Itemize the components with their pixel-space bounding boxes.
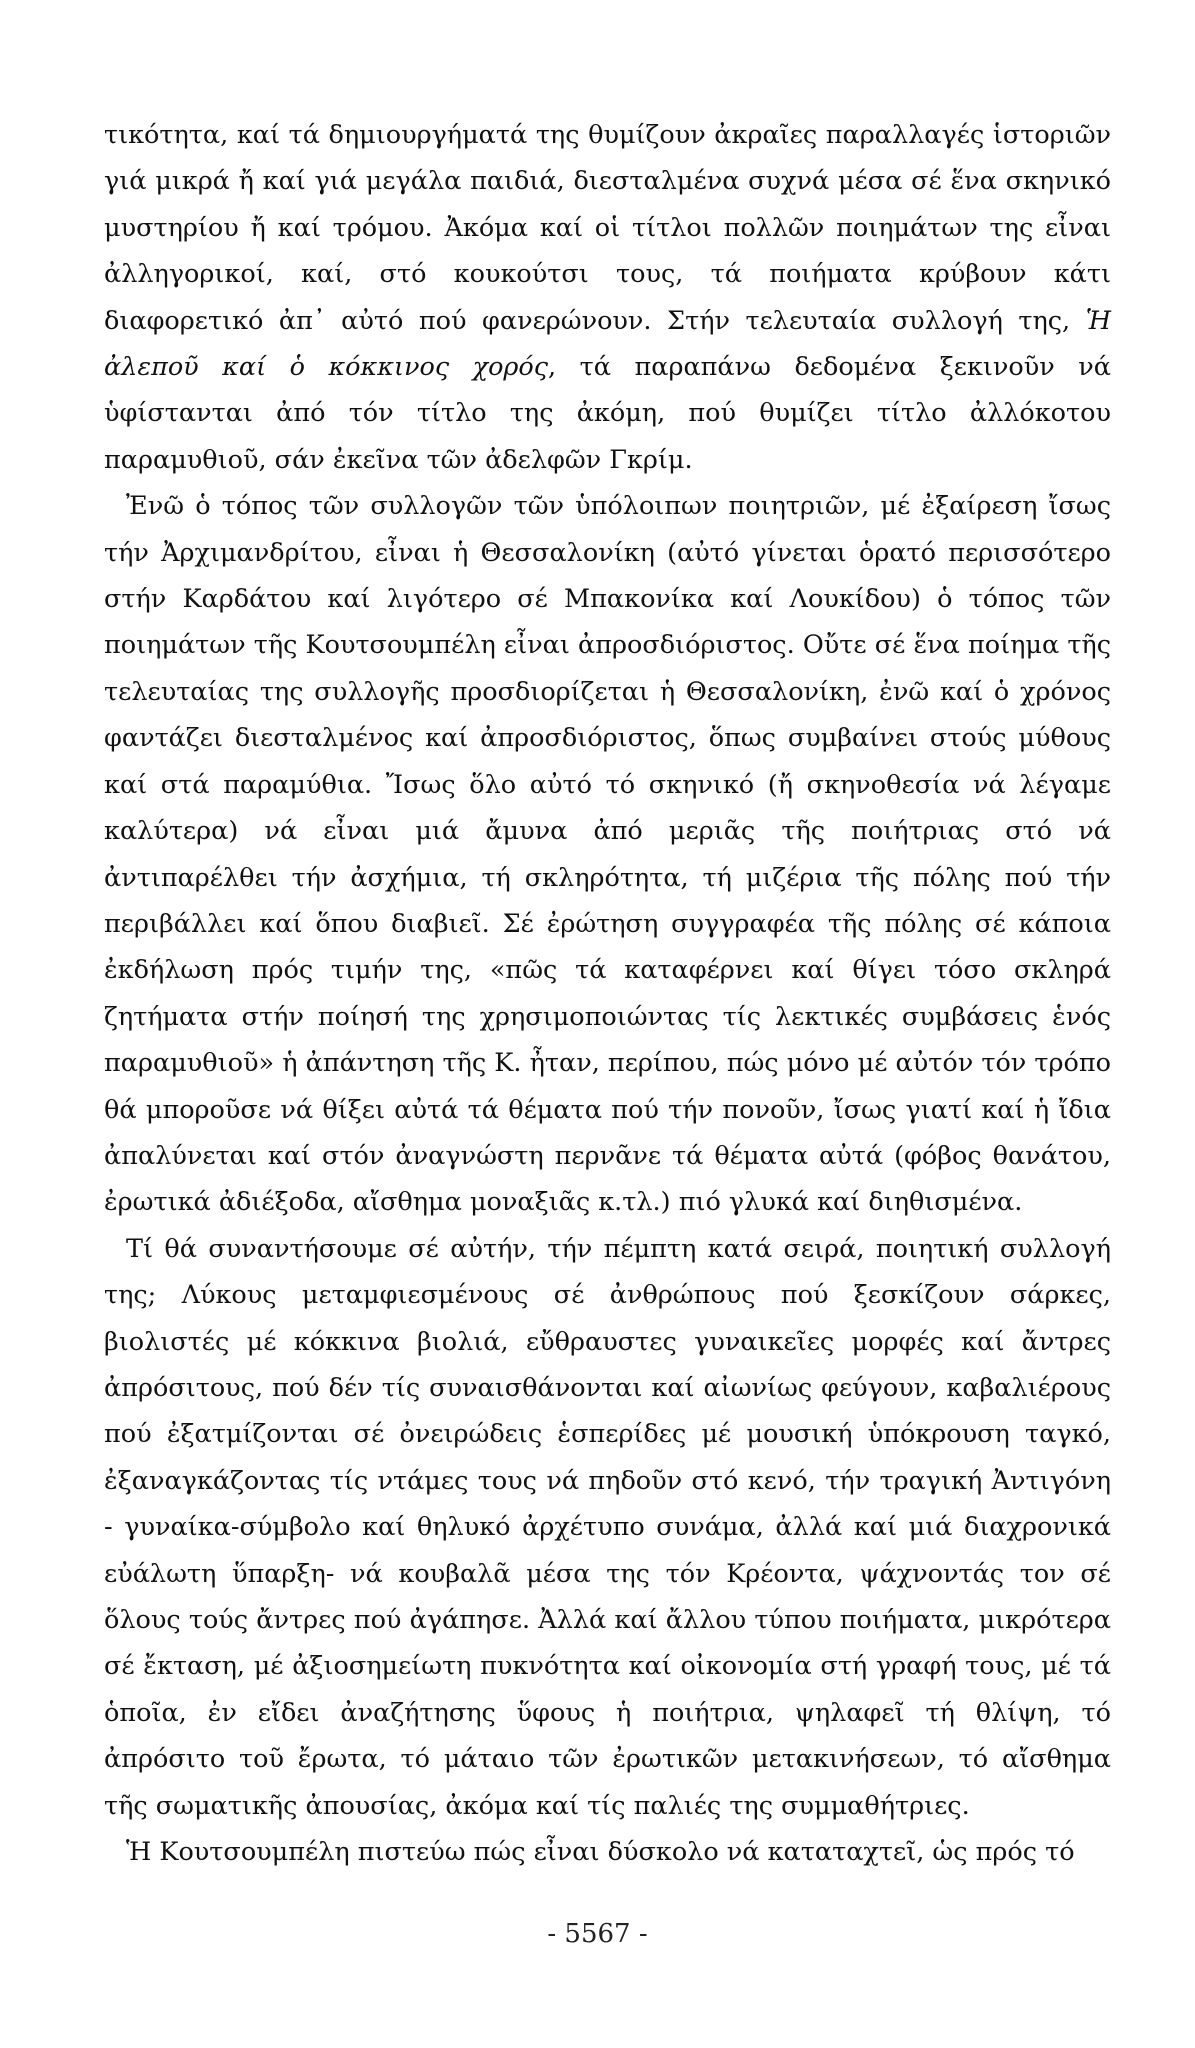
paragraph-4: Ἡ Κουτσουμπέλη πιστεύω πώς εἶναι δύσκολο νά καταταχτεῖ, ὡς πρός τό xyxy=(126,1837,1075,1868)
paragraph-1-text-after: , τά παραπάνω δεδομένα ξεκινοῦν νά ὑφίστανται ἀπό τόν τίτλο της ἀκόμη, πού θυμίζει τίτλο ἀλλόκοτου παραμυθιοῦ, σάν ἐκεῖνα τῶν ἀδελφῶν Γκρίμ. xyxy=(104,352,1111,475)
paragraph-1-text-before: τικότητα, καί τά δημιουργήματά της θυμίζουν ἀκραῖες παραλλαγές ἱστοριῶν γιά μικρά ἤ καί γιά μεγάλα παιδιά, διεσταλμένα συχνά μέσα σέ ἕνα σκηνικό μυστηρίου ἤ καί τρόμου. Ἀκόμα καί οἱ τίτλοι πολλῶν ποιημάτων της εἶναι ἀλληγορικοί, καί, στό κουκούτσι τους, τά ποιήματα κρύβουν κάτι διαφορετικό ἀπ᾽ αὐτό πού φανερώνουν. Στήν τελευταία συλλογή της, xyxy=(104,120,1111,336)
book-title-italic: Ἡ ἀλεποῦ καί ὁ κόκκινος χορός xyxy=(104,305,1111,383)
paragraph-1 xyxy=(104,112,1111,483)
page-number: - 5567 - xyxy=(547,1919,648,1949)
paragraph-3: Τί θά συναντήσουμε σέ αὐτήν, τήν πέμπτη κατά σειρά, ποιητική συλλογή της; Λύκους μεταμφιεσμένους σέ ἀνθρώπους πού ξεσκίζουν σάρκες, βιολιστές μέ κόκκινα βιολιά, εὔθραυστες γυναικεῖες μορφές καί ἄντρες ἀπρόσιτους, πού δέν τίς συναισθάνονται καί αἰωνίως φεύγουν, καβαλιέρους πού ἐξατμίζονται σέ ὀνειρώδεις ἑσπερίδες μέ μουσική ὑπόκρουση ταγκό, ἐξαναγκάζοντας τίς ντάμες τους νά πηδοῦν στό κενό, τήν τραγική Ἀντιγόνη - γυναίκα-σύμβολο καί θηλυκό ἀρχέτυπο συνάμα, ἀλλά καί μιά διαχρονικά εὐάλωτη ὕπαρξη- νά κουβαλᾶ μέσα της τόν Κρέοντα, ψάχνοντάς τον σέ ὅλους τούς ἄντρες πού ἀγάπησε. Ἀλλά καί ἄλλου τύπου ποιήματα, μικρότερα σέ ἔκταση, μέ ἀξιοσημείωτη πυκνότητα καί οἰκονομία στή γραφή τους, μέ τά ὁποῖα, ἐν εἴδει ἀναζήτησης ὕφους ἡ ποιήτρια, ψηλαφεῖ τή θλίψη, τό ἀπρόσιτο τοῦ ἔρωτα, τό μάταιο τῶν ἐρωτικῶν μετακινήσεων, τό αἴσθημα τῆς σωματικῆς ἀπουσίας, ἀκόμα καί τίς παλιές της συμμαθήτριες. xyxy=(104,1233,1111,1821)
document-page xyxy=(104,112,1111,1875)
paragraph-2: Ἐνῶ ὁ τόπος τῶν συλλογῶν τῶν ὑπόλοιπων ποιητριῶν, μέ ἐξαίρεση ἴσως τήν Ἀρχιμανδρίτου, εἶναι ἡ Θεσσαλονίκη (αὐτό γίνεται ὁρατό περισσότερο στήν Καρδάτου καί λιγότερο σέ Μπακονίκα καί Λουκίδου) ὁ τόπος τῶν ποιημάτων τῆς Κουτσουμπέλη εἶναι ἀπροσδιόριστος. Οὔτε σέ ἕνα ποίημα τῆς τελευταίας της συλλογῆς προσδιορίζεται ἡ Θεσσαλονίκη, ἐνῶ καί ὁ χρόνος φαντάζει διεσταλμένος καί ἀπροσδιόριστος, ὅπως συμβαίνει στούς μύθους καί στά παραμύθια. Ἴσως ὅλο αὐτό τό σκηνικό (ἤ σκηνοθεσία νά λέγαμε καλύτερα) νά εἶναι μιά ἄμυνα ἀπό μεριᾶς τῆς ποιήτριας στό νά ἀντιπαρέλθει τήν ἀσχήμια, τή σκληρότητα, τή μιζέρια τῆς πόλης πού τήν περιβάλλει καί ὅπου διαβιεῖ. Σέ ἐρώτηση συγγραφέα τῆς πόλης σέ κάποια ἐκδήλωση πρός τιμήν της, «πῶς τά καταφέρνει καί θίγει τόσο σκληρά ζητήματα στήν ποίησή της χρησιμοποιώντας τίς λεκτικές συμβάσεις ἑνός παραμυθιοῦ» ἡ ἀπάντηση τῆς Κ. ἦταν, περίπου, πώς μόνο μέ αὐτόν τόν τρόπο θά μποροῦσε νά θίξει αὐτά τά θέματα πού τήν πονοῦν, ἴσως γιατί καί ἡ ἴδια ἀπαλύνεται καί στόν ἀναγνώστη περνᾶνε τά θέματα αὐτά (φόβος θανάτου, ἐρωτικά ἀδιέξοδα, αἴσθημα μοναξιᾶς κ.τλ.) πιό γλυκά καί διηθισμένα. xyxy=(104,491,1111,1218)
